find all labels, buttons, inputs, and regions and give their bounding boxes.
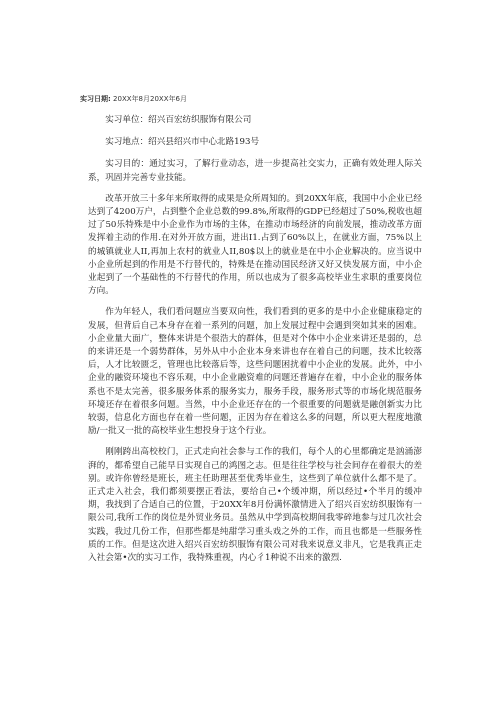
paragraph: 刚刚跨出高校校门，正式走向社会参与工作的我们，每个人的心里都确定是汹涌澎湃的，都希望自己能早日实现自己的鸿图之志。但是往往学校与社会间存在着很大的差别。或许你曾经是班长，班主任助理甚至优秀毕业生，这些到了单位就什么都不是了。正式走入社会，我们都须要摆正看法，要给自己•个缓冲期，所以经过•个半月的缓冲期，我找到了合适自己的位置，于20XX年8月份满怀激情进入了绍兴百宏纺织服饰有一限公司,我所工作的岗位是外贸业务员。虽然从中学到高校期间我零碎地参与过几次社会实践，我过几份工作，但那些都是纯甜学习重头戏之外的工作，而且也都是一些服务性质的工作。但是这次进入绍兴百宏纺织服饰有限公司对我来说意义非凡，它是我真正走入社会第•次的实习工作，我特殊重视，内心彳1种说不出来的激烈. xyxy=(88,447,422,564)
internship-purpose: 实习目的：通过实习，了解行业动态，进一步提高社交实力，正确有效处理人际关系，巩固并完善专业技能。 xyxy=(88,159,422,183)
date-value: 20XX年8月20XX年6月 xyxy=(113,95,187,103)
internship-date-line xyxy=(80,94,187,104)
document-body xyxy=(88,114,422,573)
paragraph: 改革开放三十多年来所取得的成果是众所周知的。到20XX年底，我国中小企业已经达到了4200万户，占到整个企业总数的99.8%,所取得的GDP已经超过了50%,税收也超过了50乐特殊是中小企业作为市场的主体，在推动市场经济的向前发展，推动改革方面发挥着主动的作用.在对外开放方面，进出I1.占到了60%以上，在就业方面，75%以上的城镇就业人II,再加上农村的就业人II,80$以上的就业是在中小企业解决的。应当说中小企业所起到的作用是不行替代的，特殊是在推动国民经济又好又快发展方面，中小企业起到了一个基础性的不行替代的作用，所以也成为了很多高校毕业生求职的重要岗位方向。 xyxy=(88,193,422,297)
date-label: 实习日期: xyxy=(80,95,111,103)
internship-location: 实习地点：绍兴县绍兴市中心北路193号 xyxy=(105,137,260,148)
internship-unit: 实习单位：绍兴百宏纺织服饰有限公司 xyxy=(105,115,252,125)
paragraph: 作为年轻人，我们看问题应当要双向性，我们看到的更多的是中小企业健康稳定的发展，但背后自己本身存在着一系列的问题，加上发展过程中会遇到突如其来的困难。小企业量大面广，整体来讲是个很浩大的群体，但是对个体中小企业来讲还是弱的，总的来讲还是一个弱势群体，另外从中小企业本身来讲也存在着自己的问题，技术比较落后，人才比较匮乏，管理也比较落后等，这些问题困扰着中小企业的发展。此外，中小企业的融资环境也不容乐观，中小企业融资难的问题还普遍存在着，中小企业的服务体系也不是太完善，很多服务体系的服务实力，服务手段，服务形式等的市场化规范服务环境还存在着很多问题。当然，中小企业还存在的一个很重要的问题就是融创新实力比较弱，信息化方面也存在着一些问题，正因为存在着这么多的问题，所以更大程度地激励/一批又一批的高校毕业生想投身于这个行业。 xyxy=(88,307,422,437)
